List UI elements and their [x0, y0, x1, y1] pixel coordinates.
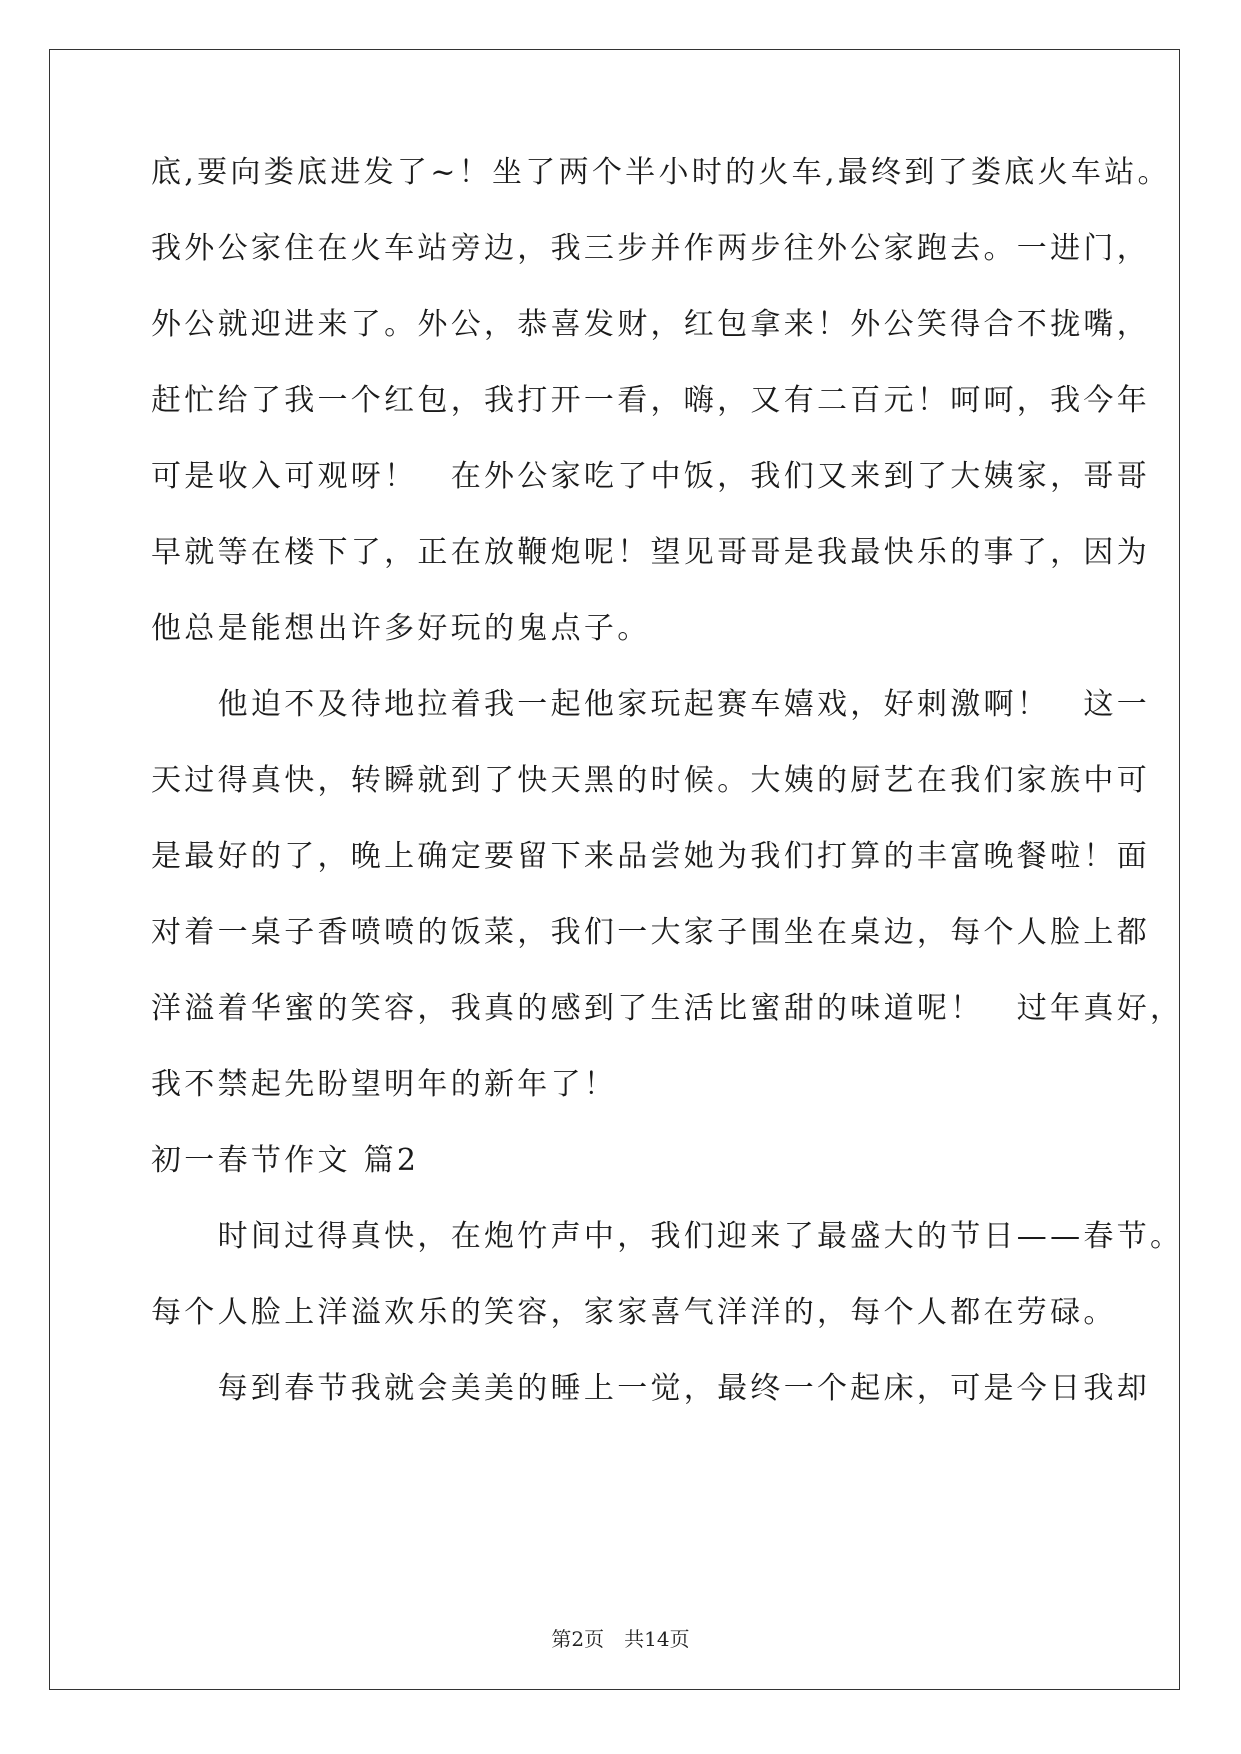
- page-number-footer: 第2页 共14页: [551, 1627, 690, 1651]
- body-line: 可是收入可观呀！ 在外公家吃了中饭，我们又来到了大姨家，哥哥: [151, 459, 1150, 494]
- body-line: 每到春节我就会美美的睡上一觉，最终一个起床，可是今日我却: [151, 1371, 1150, 1406]
- body-line: 早就等在楼下了，正在放鞭炮呢！望见哥哥是我最快乐的事了，因为: [151, 535, 1150, 570]
- body-line: 底,要向娄底进发了~！坐了两个半小时的火车,最终到了娄底火车站。: [151, 155, 1171, 190]
- body-line: 每个人脸上洋溢欢乐的笑容，家家喜气洋洋的，每个人都在劳碌。: [151, 1295, 1117, 1330]
- body-line: 赶忙给了我一个红包，我打开一看，嗨，又有二百元！呵呵，我今年: [151, 383, 1150, 418]
- body-line: 他总是能想出许多好玩的鬼点子。: [151, 611, 651, 646]
- body-line: 我外公家住在火车站旁边，我三步并作两步往外公家跑去。一进门，: [151, 231, 1150, 266]
- body-line: 外公就迎进来了。外公，恭喜发财，红包拿来！外公笑得合不拢嘴，: [151, 307, 1150, 342]
- body-line: 天过得真快，转瞬就到了快天黑的时候。大姨的厨艺在我们家族中可: [151, 763, 1150, 798]
- body-line: 对着一桌子香喷喷的饭菜，我们一大家子围坐在桌边，每个人脸上都: [151, 915, 1150, 950]
- body-line: 时间过得真快，在炮竹声中，我们迎来了最盛大的节日——春节。: [151, 1219, 1184, 1254]
- body-line: 他迫不及待地拉着我一起他家玩起赛车嬉戏，好刺激啊！ 这一: [151, 687, 1150, 722]
- body-line: 是最好的了，晚上确定要留下来品尝她为我们打算的丰富晚餐啦！面: [151, 839, 1150, 874]
- section-heading: 初一春节作文 篇2: [151, 1143, 420, 1178]
- body-line: 我不禁起先盼望明年的新年了！: [151, 1067, 618, 1102]
- body-line: 洋溢着华蜜的笑容，我真的感到了生活比蜜甜的味道呢！ 过年真好，: [151, 991, 1184, 1026]
